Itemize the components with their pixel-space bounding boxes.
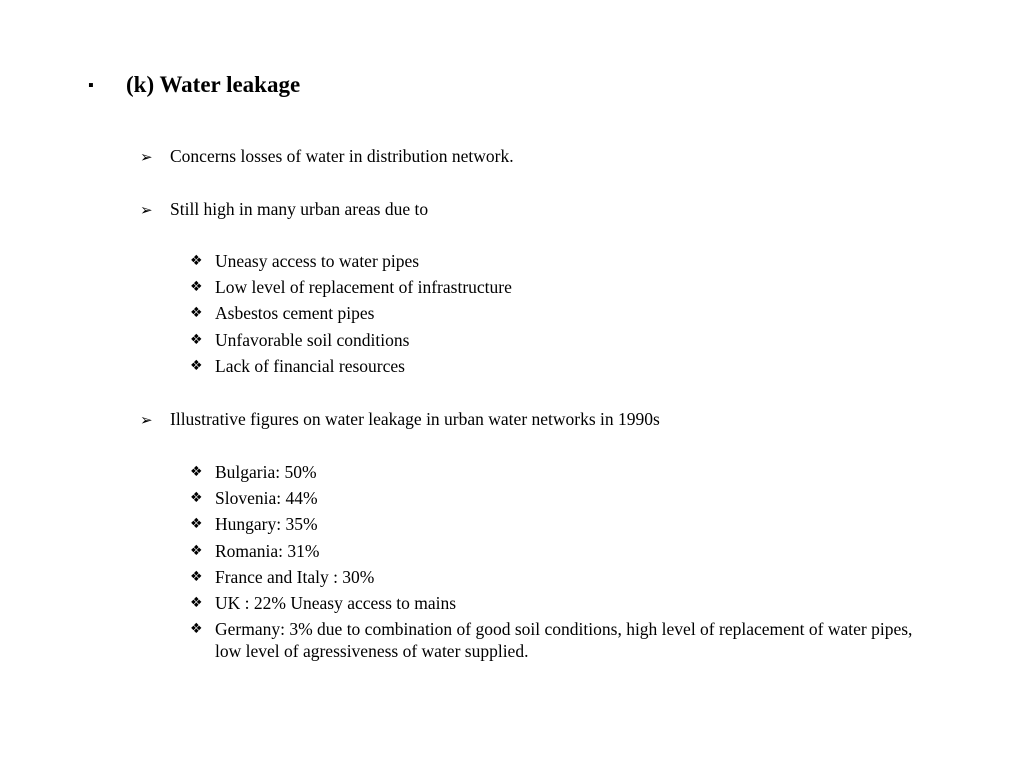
diamond-bullet-icon: ❖	[190, 621, 203, 638]
title-text: (k) Water leakage	[126, 72, 301, 97]
diamond-bullet-icon: ❖	[190, 568, 203, 585]
list-item-text: Slovenia: 44%	[215, 488, 318, 509]
square-bullet-icon: ▪	[88, 77, 94, 94]
list-item-text: Low level of replacement of infrastructure	[215, 277, 512, 298]
point-text: Concerns losses of water in distribution network.	[170, 146, 514, 166]
diamond-bullet-icon: ❖	[190, 357, 203, 374]
diamond-bullet-icon: ❖	[190, 331, 203, 348]
list-item-text: Unfavorable soil conditions	[215, 329, 410, 350]
list-item-text: Hungary: 35%	[215, 514, 318, 535]
list-item	[190, 566, 930, 588]
diamond-bullet-icon: ❖	[190, 305, 203, 322]
diamond-bullet-icon: ❖	[190, 490, 203, 507]
diamond-bullet-icon: ❖	[190, 464, 203, 480]
list-item	[190, 355, 930, 377]
point-still-high	[140, 198, 428, 222]
list-item-text: Asbestos cement pipes	[215, 303, 375, 324]
diamond-bullet-icon: ❖	[190, 279, 203, 296]
arrow-bullet-icon: ➢	[140, 203, 153, 219]
list-item-text: UK : 22% Uneasy access to mains	[215, 592, 457, 613]
point-text: Still high in many urban areas due to	[170, 199, 429, 219]
point-text: Illustrative figures on water leakage in urban water networks in 1990s	[170, 409, 660, 429]
list-item-text: Germany: 3% due to combination of good soil conditions, high level of replacement of water pipes, low level of agressiveness of water supplied.	[215, 619, 913, 662]
arrow-bullet-icon: ➢	[140, 150, 153, 166]
list-item-text: Romania: 31%	[215, 540, 320, 561]
diamond-bullet-icon: ❖	[190, 516, 203, 533]
list-item	[190, 302, 930, 324]
list-item	[190, 540, 930, 562]
list-item-text: Bulgaria: 50%	[215, 462, 317, 482]
diamond-bullet-icon: ❖	[190, 542, 203, 559]
list-item	[190, 276, 930, 298]
causes-list	[190, 250, 930, 381]
list-item-text: Lack of financial resources	[215, 355, 405, 376]
list-item	[190, 592, 930, 614]
arrow-bullet-icon: ➢	[140, 413, 153, 429]
point-illustrative	[140, 408, 660, 432]
figures-list	[190, 461, 930, 666]
list-item	[190, 487, 930, 509]
list-item	[190, 461, 930, 483]
list-item-text: Uneasy access to water pipes	[215, 251, 420, 271]
list-item	[190, 618, 930, 662]
list-item	[190, 250, 930, 272]
list-item	[190, 329, 930, 351]
point-losses	[140, 145, 514, 169]
diamond-bullet-icon: ❖	[190, 253, 203, 269]
slide-title	[88, 72, 300, 98]
list-item-text: France and Italy : 30%	[215, 566, 375, 587]
diamond-bullet-icon: ❖	[190, 594, 203, 611]
list-item	[190, 513, 930, 535]
